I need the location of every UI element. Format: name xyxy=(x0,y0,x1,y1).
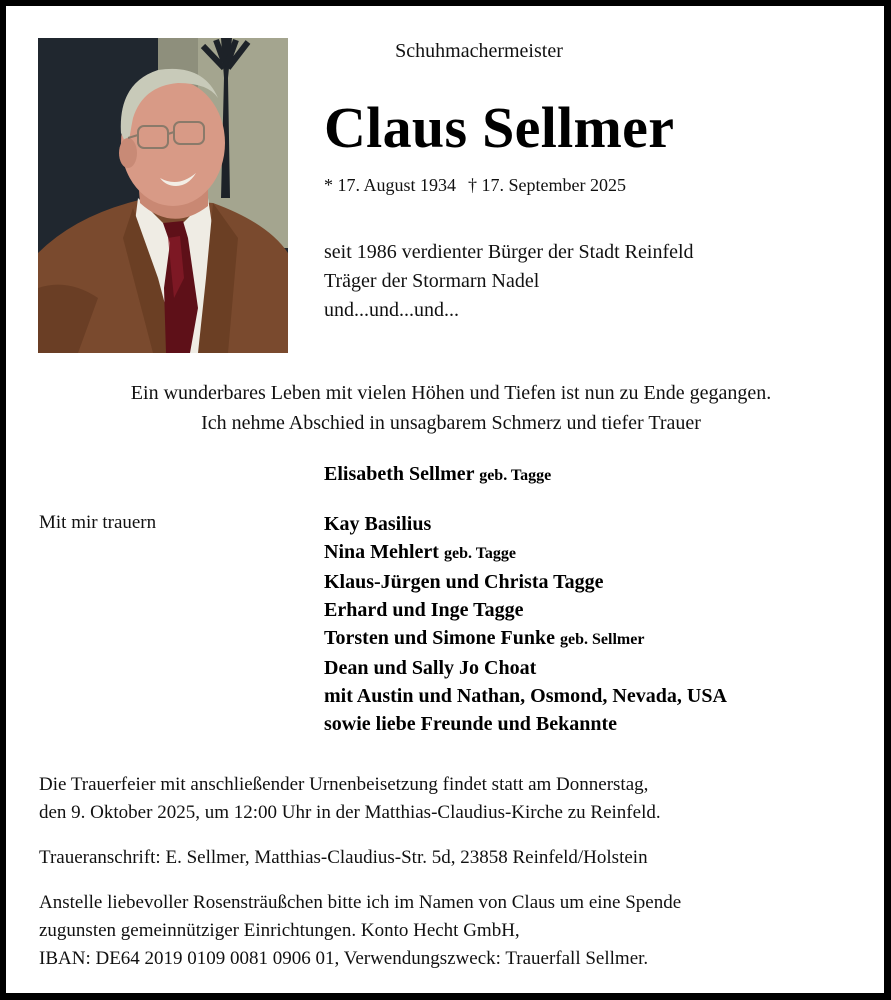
maiden-name: geb. Sellmer xyxy=(560,631,645,648)
donation-line: IBAN: DE64 2019 0109 0081 0906 01, Verwendungszweck: Trauerfall Sellmer. xyxy=(39,948,649,969)
mourning-address: Traueranschrift: E. Sellmer, Matthias-Claudius-Str. 5d, 23858 Reinfeld/Holstein xyxy=(39,847,648,868)
mourner-item: Nina Mehlert geb. Tagge xyxy=(324,541,516,563)
portrait-image-icon xyxy=(38,38,288,353)
honor-line: Träger der Stormarn Nadel xyxy=(324,270,540,292)
mourners-list xyxy=(324,510,727,738)
birth-date: * 17. August 1934 xyxy=(324,175,457,195)
widow-name-text: Elisabeth Sellmer xyxy=(324,463,475,485)
quote-line: Ich nehme Abschied in unsagbarem Schmerz und tiefer Trauer xyxy=(201,412,701,434)
mourner-item: Dean und Sally Jo Choat xyxy=(324,657,537,679)
mourner-item: Kay Basilius xyxy=(324,513,432,535)
donation-line: zugunsten gemeinnütziger Einrichtungen. Konto Hecht GmbH, xyxy=(39,920,520,941)
quote-line: Ein wunderbares Leben mit vielen Höhen und Tiefen ist nun zu Ende gegangen. xyxy=(130,382,772,404)
life-dates xyxy=(324,175,626,196)
ceremony-info xyxy=(39,771,879,827)
ceremony-line: Die Trauerfeier mit anschließender Urnenbeisetzung findet statt am Donnerstag, xyxy=(39,774,649,795)
deceased-name: Claus Sellmer xyxy=(324,95,675,160)
honor-line: seit 1986 verdienter Bürger der Stadt Reinfeld xyxy=(324,241,694,263)
mourner-item: Erhard und Inge Tagge xyxy=(324,599,524,621)
widow-maiden-name: geb. Tagge xyxy=(479,467,552,484)
mourner-item: sowie liebe Freunde und Bekannte xyxy=(324,713,617,735)
death-date: † 17. September 2025 xyxy=(468,175,626,195)
maiden-name: geb. Tagge xyxy=(443,545,516,562)
mourners-label: Mit mir trauern xyxy=(39,512,157,533)
portrait-photo xyxy=(38,38,288,353)
donation-line: Anstelle liebevoller Rosensträußchen bitte ich im Namen von Claus um eine Spende xyxy=(39,892,682,913)
mourner-item: mit Austin und Nathan, Osmond, Nevada, USA xyxy=(324,685,727,707)
ceremony-line: den 9. Oktober 2025, um 12:00 Uhr in der Matthias-Claudius-Kirche zu Reinfeld. xyxy=(39,802,661,823)
honors-list xyxy=(324,238,864,325)
widow-name xyxy=(324,463,551,486)
mourner-item: Klaus-Jürgen und Christa Tagge xyxy=(324,571,604,593)
farewell-quote xyxy=(12,378,890,438)
donation-info xyxy=(39,889,879,973)
honor-line: und...und...und... xyxy=(324,299,459,321)
profession-title: Schuhmachermeister xyxy=(395,40,563,62)
mourner-item: Torsten und Simone Funke geb. Sellmer xyxy=(324,627,645,649)
